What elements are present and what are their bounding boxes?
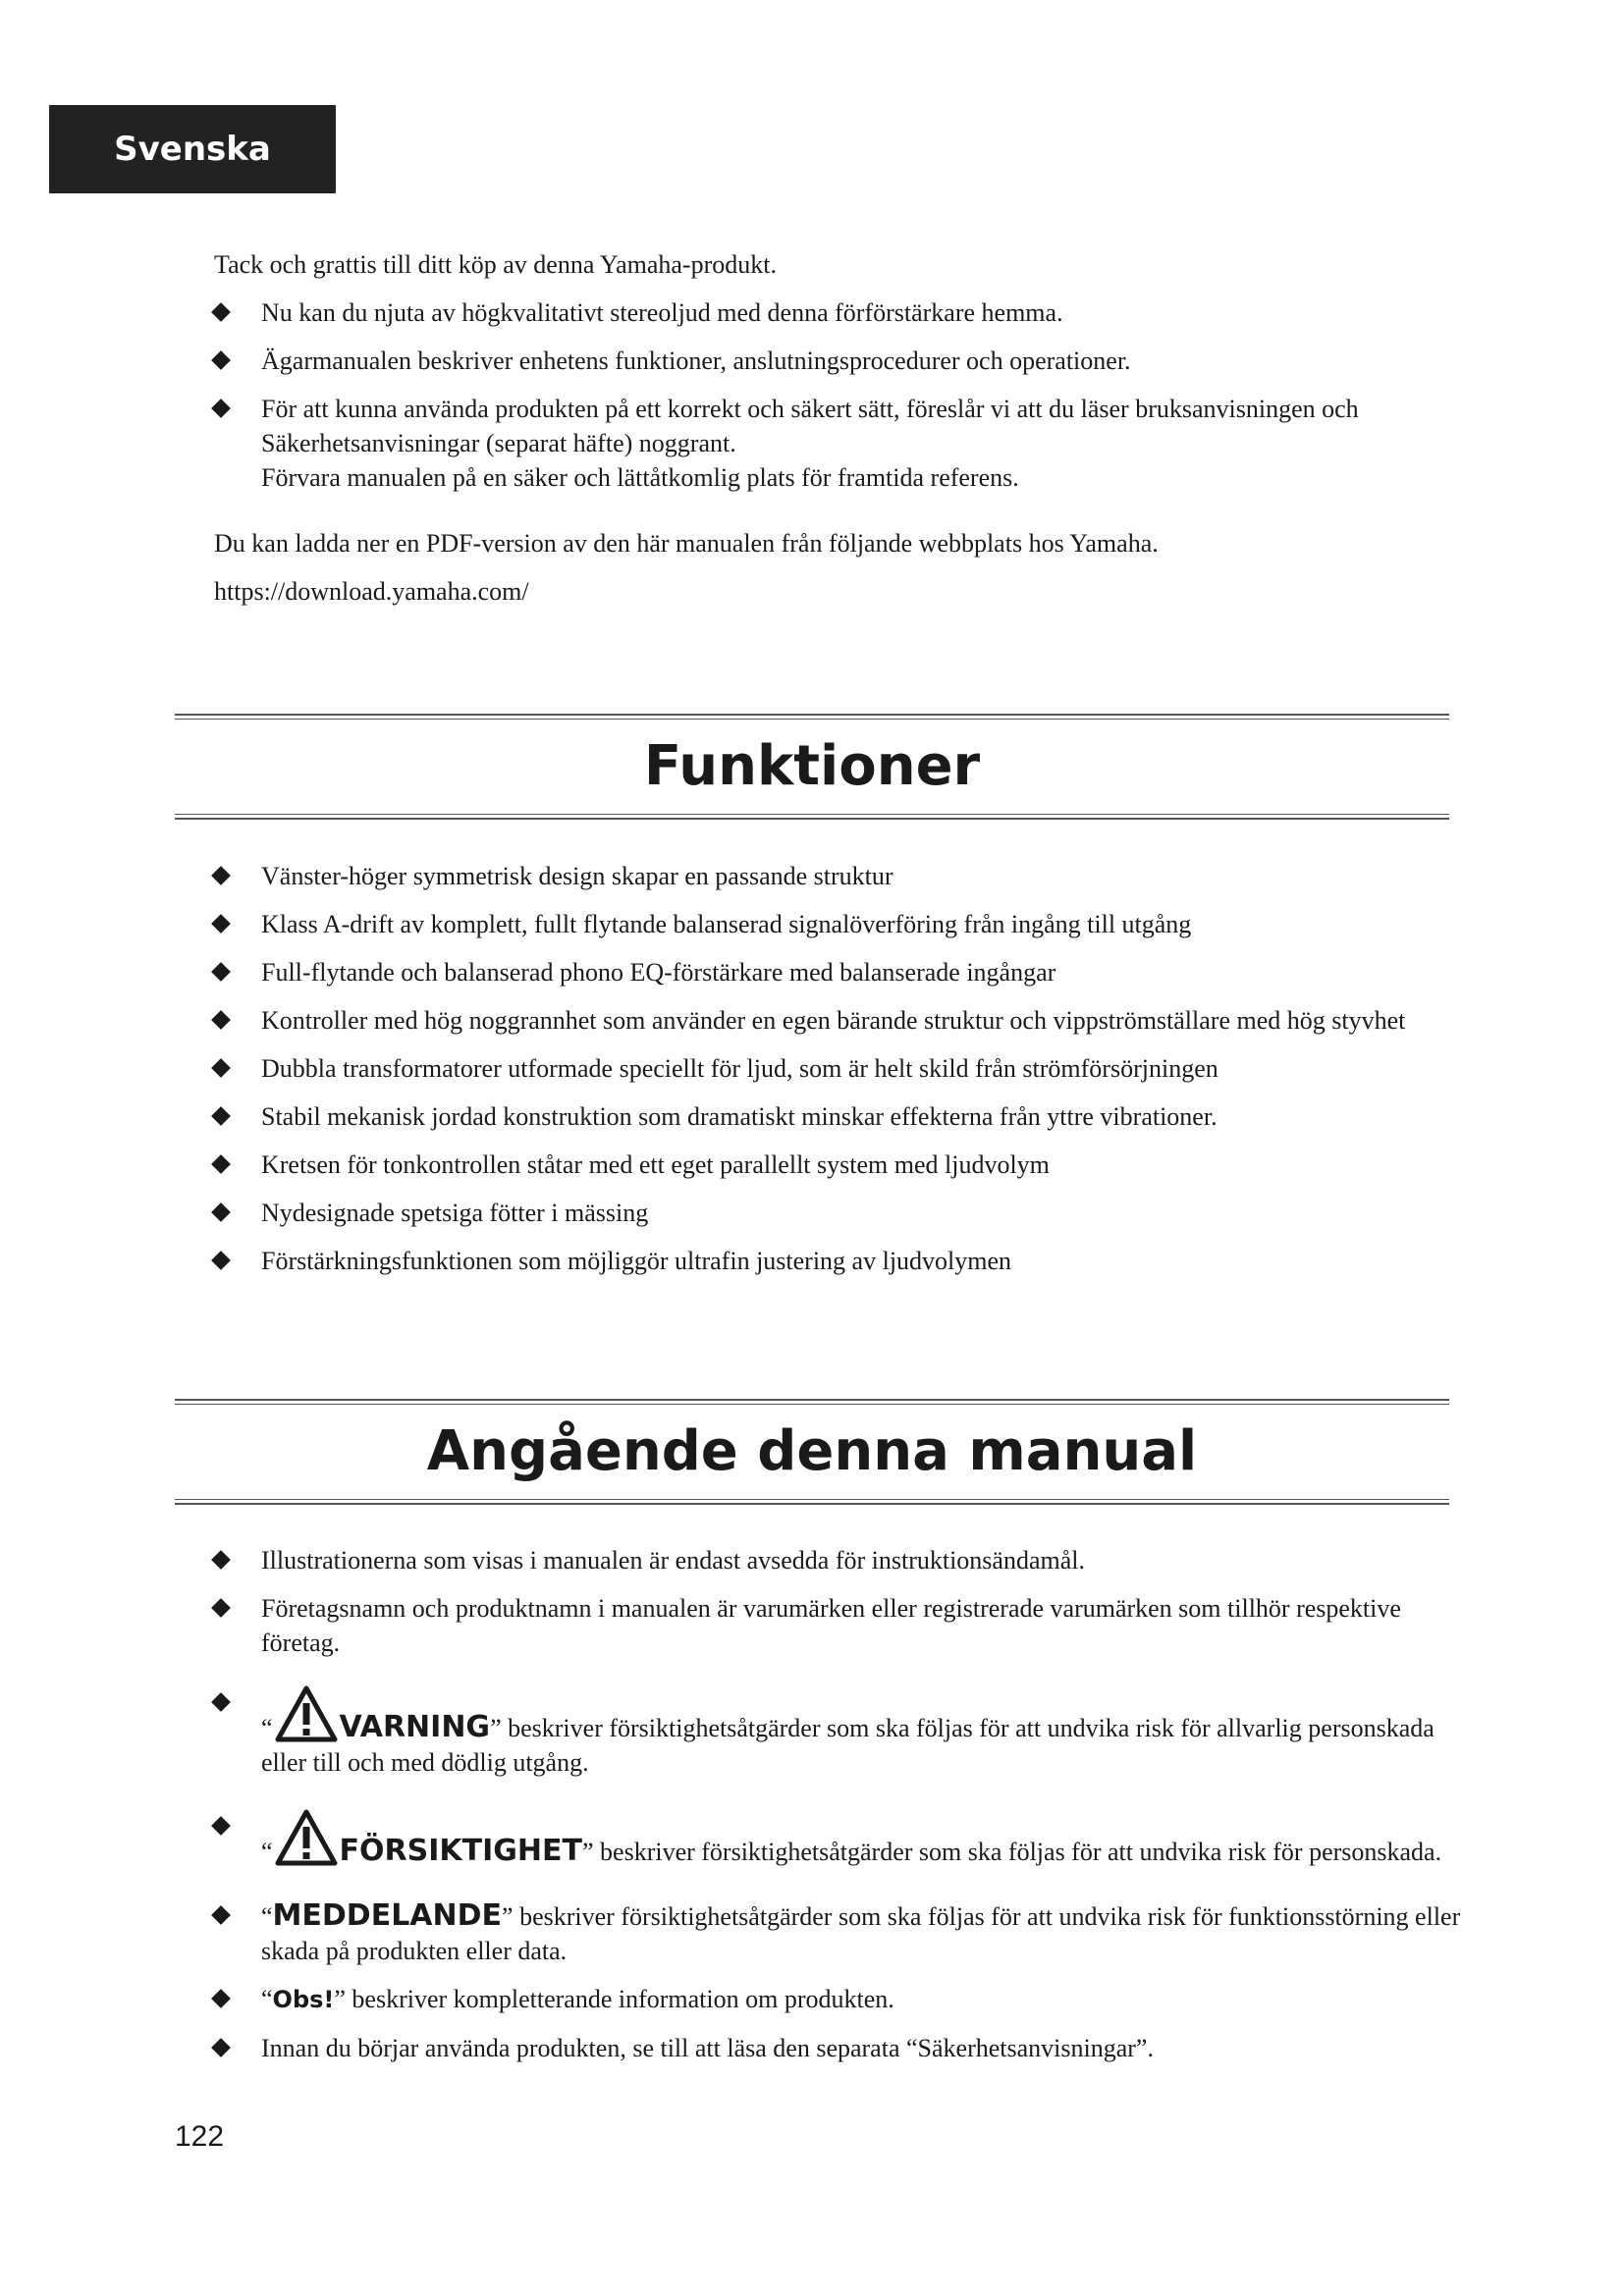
intro-section [214,247,1461,622]
diamond-bullet-icon [211,1106,231,1126]
notice-definition: “MEDDELANDE” beskriver försiktighetsåtgärder som ska följas för att undvika risk för funktionsstörning eller skada på produkten eller data. [214,1898,1461,1968]
warning-text: beskriver försiktighetsåtgärder som ska följas för att undvika risk för allvarlig personskada eller till och med dödlig utgång. [261,1714,1435,1777]
diamond-bullet-icon [211,399,231,418]
storage-note: Förvara manualen på en säker och lättåtkomlig plats för framtida referens. [261,463,1019,492]
page-number: 122 [175,2120,225,2153]
diamond-bullet-icon [211,302,231,322]
diamond-bullet-icon [211,1154,231,1174]
list-item: Företagsnamn och produktnamn i manualen är varumärken eller registrerade varumärken som tillhör respektive företag. [214,1591,1461,1660]
list-item: Stabil mekanisk jordad konstruktion som dramatiskt minskar effekterna från yttre vibrationer. [214,1099,1461,1134]
diamond-bullet-icon [211,1989,231,2008]
features-list [214,859,1461,1278]
list-item: Nu kan du njuta av högkvalitativt stereoljud med denna förförstärkare hemma. [214,295,1461,330]
divider [175,814,1449,820]
list-item: Dubbla transformatorer utformade speciellt för ljud, som är helt skild från strömförsörjningen [214,1051,1461,1086]
list-item: Innan du börjar använda produkten, se till att läsa den separata “Säkerhetsanvisningar”. [214,2031,1461,2065]
list-item: För att kunna använda produkten på ett korrekt och säkert sätt, föreslår vi att du läser bruksanvisningen och Säkerhetsanvisningar (separat häfte) noggrant. Förvara manualen på en säker och lättåtkomlig plats för framtida referens. [214,392,1461,495]
intro-greeting: Tack och grattis till ditt köp av denna Yamaha-produkt. [214,250,777,279]
features-title: Funktioner [643,734,981,798]
manual-section [214,1543,1461,2079]
caution-text: beskriver försiktighetsåtgärder som ska följas för att undvika risk för personskada. [600,1838,1442,1866]
diamond-bullet-icon [211,914,231,934]
warning-label: VARNING [339,1710,491,1744]
diamond-bullet-icon [211,1550,231,1570]
diamond-bullet-icon [211,1058,231,1078]
notice-text: beskriver försiktighetsåtgärder som ska följas för att undvika risk för funktionsstörning eller skada på produkten eller data. [261,1902,1461,1965]
list-item: Vänster-höger symmetrisk design skapar en passande struktur [214,859,1461,893]
manual-list [214,1543,1461,2065]
list-item: Nydesignade spetsiga fötter i mässing [214,1196,1461,1230]
manual-heading-block [175,1399,1449,1505]
diamond-bullet-icon [211,2038,231,2057]
list-item: Illustrationerna som visas i manualen är endast avsedda för instruktionsändamål. [214,1543,1461,1577]
caution-label: FÖRSIKTIGHET [339,1834,582,1868]
pdf-note: Du kan ladda ner en PDF-version av den här manualen från följande webbplats hos Yamaha. [214,529,1159,558]
list-item: Ägarmanualen beskriver enhetens funktioner, anslutningsprocedurer och operationer. [214,344,1461,378]
list-item: Kretsen för tonkontrollen ståtar med ett eget parallellt system med ljudvolym [214,1148,1461,1182]
diamond-bullet-icon [211,962,231,982]
diamond-bullet-icon [211,1202,231,1222]
features-section [214,859,1461,1292]
diamond-bullet-icon [211,866,231,885]
diamond-bullet-icon [211,1692,231,1712]
diamond-bullet-icon [211,350,231,370]
diamond-bullet-icon [211,1251,231,1270]
divider [175,1499,1449,1505]
warning-definition: “ VARNING” beskriver försiktighetsåtgärder som ska följas för att undvika risk för allvarlig personskada eller till och med dödlig utgång. [214,1685,1461,1780]
download-url: https://download.yamaha.com/ [214,577,529,606]
caution-definition: “ FÖRSIKTIGHET” beskriver försiktighetsåtgärder som ska följas för att undvika risk för personskada. [214,1809,1461,1869]
language-tab: Svenska [49,105,336,193]
list-item: Kontroller med hög noggrannhet som använder en egen bärande struktur och vippströmställare med hög styvhet [214,1003,1461,1038]
note-label: Obs! [272,1986,335,2013]
diamond-bullet-icon [211,1598,231,1618]
warning-triangle-icon [275,1809,338,1866]
diamond-bullet-icon [211,1010,231,1030]
intro-bullet-list [214,295,1461,495]
notice-label: MEDDELANDE [272,1898,503,1933]
note-text: beskriver kompletterande information om produkten. [352,1985,894,2013]
diamond-bullet-icon [211,1905,231,1925]
manual-title: Angående denna manual [426,1419,1198,1483]
features-heading-block [175,714,1449,820]
list-item: Full-flytande och balanserad phono EQ-förstärkare med balanserade ingångar [214,955,1461,989]
list-item: Klass A-drift av komplett, fullt flytande balanserad signalöverföring från ingång till utgång [214,907,1461,941]
warning-triangle-icon [275,1685,338,1742]
diamond-bullet-icon [211,1816,231,1836]
list-item: Förstärkningsfunktionen som möjliggör ultrafin justering av ljudvolymen [214,1244,1461,1278]
note-definition: “Obs!” beskriver kompletterande information om produkten. [214,1982,1461,2017]
